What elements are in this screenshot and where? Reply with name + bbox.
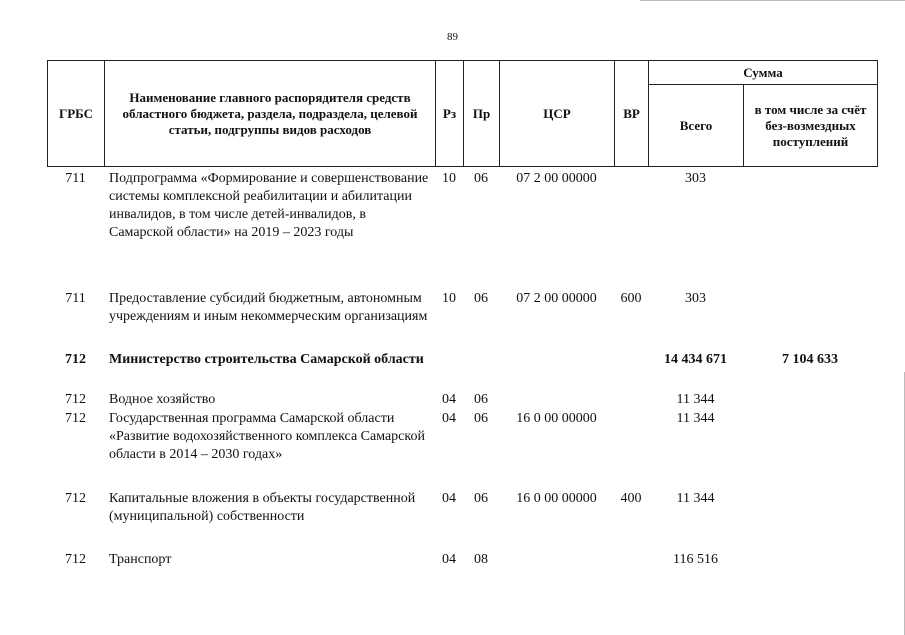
cell-csr: 07 2 00 00000: [516, 171, 597, 186]
page-number: 89: [447, 31, 458, 43]
scan-edge-top: [640, 0, 905, 1]
cell-pr: 08: [474, 552, 488, 567]
cell-name: Транспорт: [109, 552, 172, 567]
cell-pr: 06: [474, 291, 488, 306]
cell-total: 303: [685, 171, 706, 186]
cell-grbs: 711: [65, 171, 86, 186]
header-vr: ВР: [615, 61, 649, 167]
cell-name: Государственная программа Самарской области «Развитие водохозяйственного комплекса Самарской области в 2014 – 2030 годах»: [109, 411, 425, 462]
cell-name: Водное хозяйство: [109, 392, 216, 407]
cell-name: Предоставление субсидий бюджетным, автономным учреждениям и иным некоммерческим организациям: [109, 291, 428, 324]
cell-vr: 600: [620, 291, 642, 306]
header-csr: ЦСР: [500, 61, 615, 167]
cell-total: 14 434 671: [664, 352, 727, 367]
cell-free: 7 104 633: [782, 352, 838, 367]
cell-name: Министерство строительства Самарской области: [109, 352, 424, 367]
cell-total: 303: [685, 291, 706, 306]
cell-rz: 04: [442, 392, 456, 407]
cell-name: Подпрограмма «Формирование и совершенствование системы комплексной реабилитации и абилитации инвалидов, в том числе детей-инвалидов, в Самарской области» на 2019 – 2023 годы: [109, 171, 429, 240]
cell-csr: 16 0 00 00000: [516, 411, 597, 426]
header-sum: Сумма: [649, 61, 878, 85]
cell-total: 11 344: [676, 491, 715, 506]
cell-vr: 400: [620, 491, 642, 506]
header-total: Всего: [649, 85, 744, 167]
header-free: в том числе за счёт без-возмездных поступлений: [744, 85, 878, 167]
cell-grbs: 712: [65, 392, 86, 407]
header-pr: Пр: [464, 61, 500, 167]
cell-rz: 10: [442, 171, 456, 186]
cell-rz: 10: [442, 291, 456, 306]
cell-grbs: 712: [65, 411, 86, 426]
cell-grbs: 711: [65, 291, 86, 306]
cell-grbs: 712: [65, 352, 86, 367]
header-rz: Рз: [436, 61, 464, 167]
cell-pr: 06: [474, 392, 488, 407]
cell-csr: 07 2 00 00000: [516, 291, 597, 306]
cell-pr: 06: [474, 491, 488, 506]
cell-csr: 16 0 00 00000: [516, 491, 597, 506]
cell-pr: 06: [474, 411, 488, 426]
cell-total: 11 344: [676, 411, 715, 426]
cell-total: 11 344: [676, 392, 715, 407]
cell-name: Капитальные вложения в объекты государственной (муниципальной) собственности: [109, 491, 416, 524]
header-grbs: ГРБС: [48, 61, 105, 167]
cell-grbs: 712: [65, 552, 86, 567]
header-name: Наименование главного распорядителя средств областного бюджета, раздела, подраздела, целевой статьи, подгруппы видов расходов: [105, 61, 436, 167]
cell-rz: 04: [442, 491, 456, 506]
cell-rz: 04: [442, 411, 456, 426]
cell-total: 116 516: [673, 552, 718, 567]
cell-pr: 06: [474, 171, 488, 186]
table-header: [47, 60, 878, 167]
cell-grbs: 712: [65, 491, 86, 506]
cell-rz: 04: [442, 552, 456, 567]
